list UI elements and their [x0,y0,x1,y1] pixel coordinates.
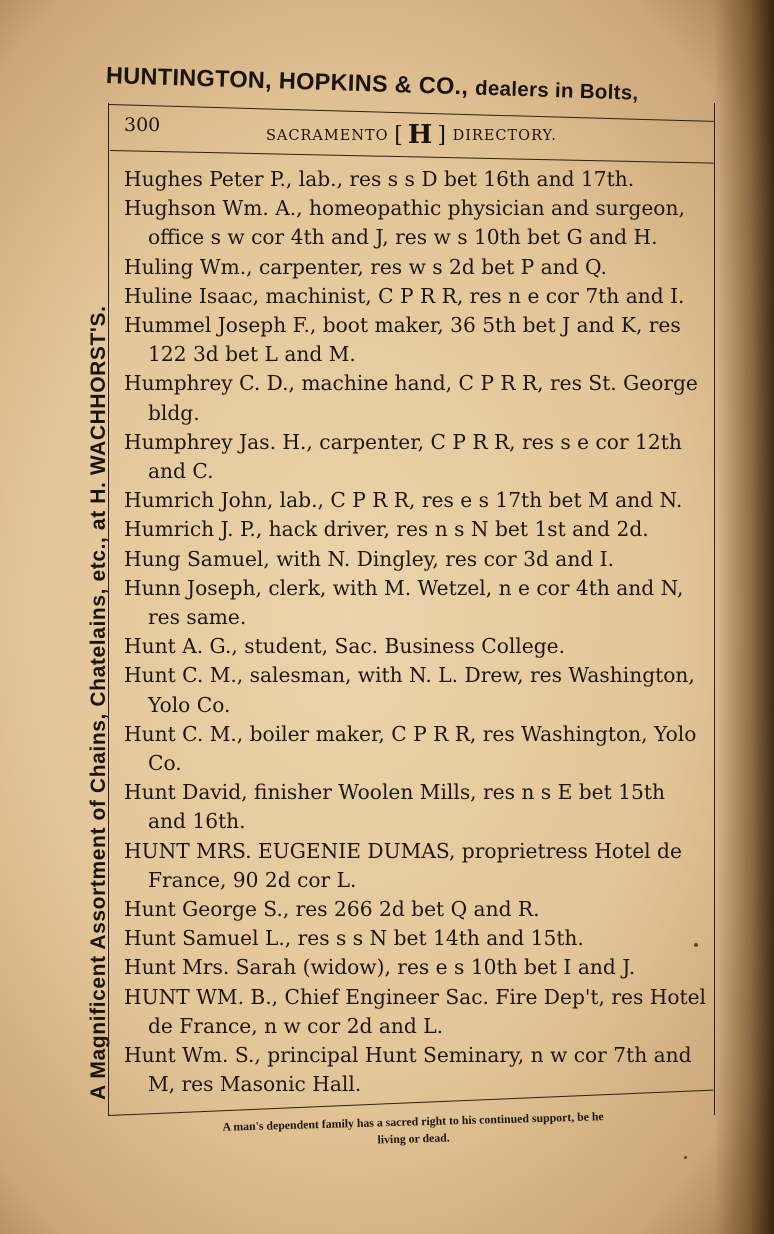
directory-entry: Humrich John, lab., C P R R, res e s 17th bet M and N. [124,488,683,513]
directory-entry: Hunt A. G., student, Sac. Business College. [124,634,565,659]
header-bracket-close: ] [437,123,447,148]
bottom-ad-line-1: A man's dependent family has a sacred right to his continued support, be he [222,1109,604,1134]
directory-entry: Hunt David, finisher Woolen Mills, res n s E bet 15th and 16th. [124,780,665,834]
directory-entry: HUNT MRS. EUGENIE DUMAS, proprietress Hotel de France, 90 2d cor L. [124,838,682,892]
directory-entry: Huline Isaac, machinist, C P R R, res n e cor 7th and I. [124,283,685,308]
paper-speck [694,943,698,947]
directory-entry: Hunt Wm. S., principal Hunt Seminary, n w cor 7th and M, res Masonic Hall. [124,1043,692,1097]
header-city: SACRAMENTO [266,128,389,144]
directory-entry: HUNT WM. B., Chief Engineer Sac. Fire Dep't, res Hotel de France, n w cor 2d and L. [124,984,707,1038]
directory-entry: Humphrey Jas. H., carpenter, C P R R, res s e cor 12th and C. [124,429,682,484]
running-title [266,117,557,150]
header-section: DIRECTORY. [452,128,557,144]
directory-entry: Hunt Samuel L., res s s N bet 14th and 15th. [124,926,584,951]
header-bracket-open: [ [394,123,404,148]
book-spine-shadow [714,0,774,1234]
running-header [124,114,714,150]
directory-entry: Hunt George S., res 266 2d bet Q and R. [124,897,540,922]
top-advertisement [106,62,727,108]
directory-entry: Hunt Mrs. Sarah (widow), res e s 10th bet I and J. [124,955,636,980]
directory-entry: Hunt C. M., boiler maker, C P R R, res Washington, Yolo Co. [124,721,697,776]
top-ad-firm: HUNTINGTON, HOPKINS & CO., [105,62,469,100]
top-ad-rest: dealers in Bolts, [474,76,639,105]
directory-entries [124,165,709,1100]
directory-entry: Huling Wm., carpenter, res w s 2d bet P and Q. [124,254,607,279]
directory-entry: Hummel Joseph F., boot maker, 36 5th bet J and K, res 122 3d bet L and M. [124,313,681,367]
paper-speck [684,1156,687,1159]
directory-entry: Hughson Wm. A., homeopathic physician and surgeon, office s w cor 4th and J, res w s 10th bet G and H. [124,196,685,250]
directory-entry: Hunt C. M., salesman, with N. L. Drew, res Washington, Yolo Co. [124,663,695,717]
side-advertisement: A Magnificent Assortment of Chains, Chatelains, etc., at H. WACHHORST'S. [87,305,110,1100]
directory-entry: Hunn Joseph, clerk, with M. Wetzel, n e cor 4th and N, res same. [124,575,684,630]
directory-entry: Hughes Peter P., lab., res s s D bet 16th and 17th. [124,167,635,191]
directory-entry: Humrich J. P., hack driver, res n s N bet 1st and 2d. [124,517,649,542]
bottom-ad-line-2: living or dead. [377,1130,450,1147]
directory-entry: Hung Samuel, with N. Dingley, res cor 3d and I. [124,546,615,571]
header-letter: H [407,120,434,150]
directory-entry: Humphrey C. D., machine hand, C P R R, res St. George bldg. [124,371,698,425]
page-number: 300 [124,114,161,136]
